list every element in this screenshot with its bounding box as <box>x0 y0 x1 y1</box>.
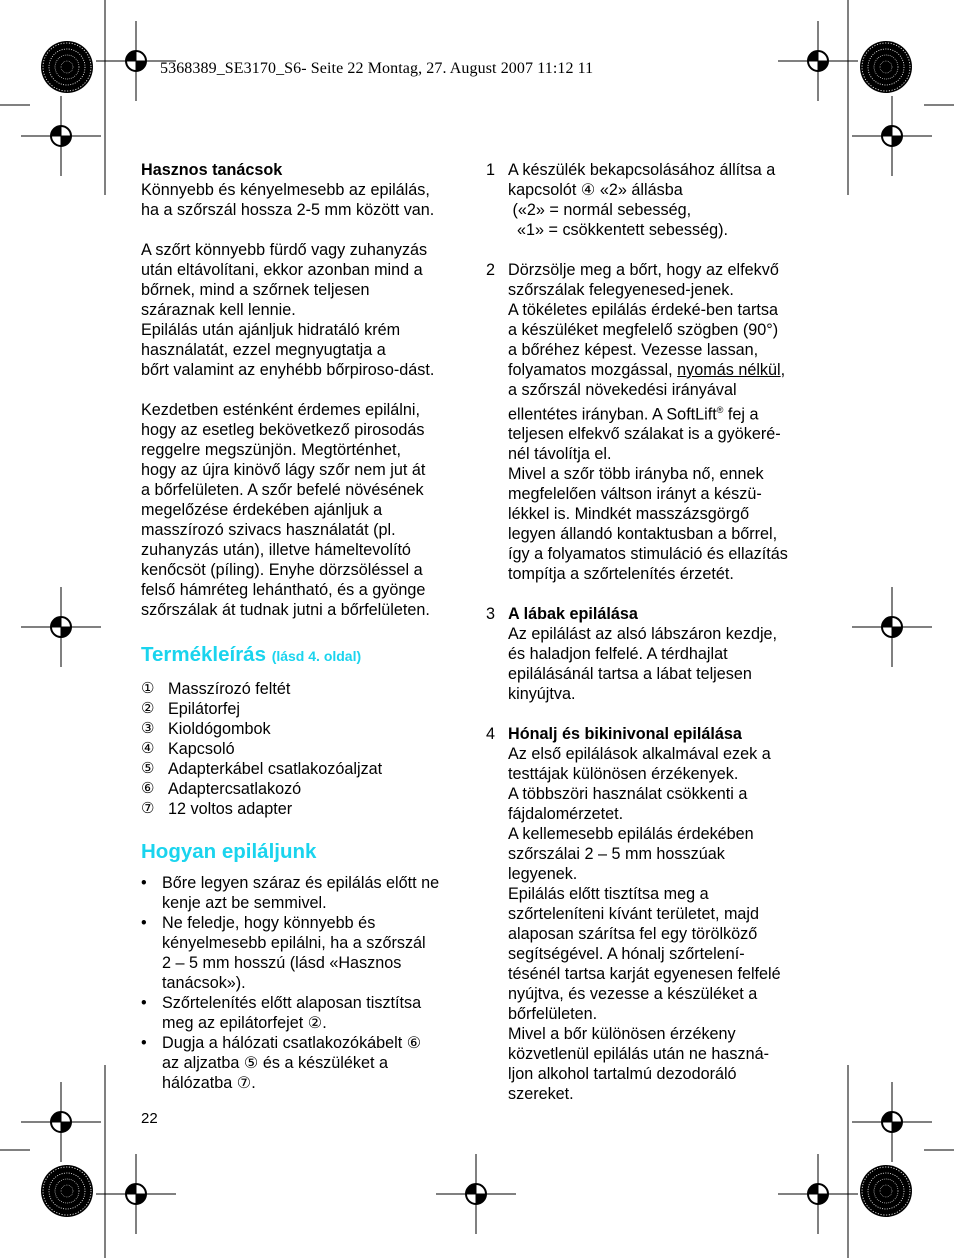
product-description-heading: Termékleírás (lásd 4. oldal) <box>141 643 362 666</box>
list-item: ① Masszírozó feltét <box>141 680 291 698</box>
tips-title: Hasznos tanácsok <box>141 161 283 179</box>
list-item: ⑥ Adaptercsatlakozó <box>141 780 302 798</box>
bullet-list <box>141 873 471 1093</box>
star-target-icon <box>41 41 93 93</box>
list-item: • Dugja a hálózati csatlakozókábelt ⑥ az aljzatba ⑤ és a készüléket a hálózatba ⑦. <box>141 1034 422 1092</box>
step-2: 2 Dörzsölje meg a bőrt, hogy az elfekvő szőrszálak felegyenesed-jenek. A tökéletes epilálás érdeké-ben tartsa a készüléket megfelelő szögben (90°) a bőréhez képest. Vezesse lassan, folyamatos mozgással, nyomás nélkül, a szőrszál növekedési irányával ellentétes irányban. A SoftLift® fej a teljesen elfekvő szálakat is a gyökeré- nél távolítja el. Mivel a szőr több irányba nő, ennek megfelelően váltson irányt a készü- lékkel is. Mindkét masszázsgörgő legyen állandó kontaktusban a bőrrel, így a folyamatos stimuláció és ellazítás tompítja a szőrtelenítés érzetét. <box>486 261 788 584</box>
star-target-icon <box>41 1165 93 1217</box>
tips-paragraph-2: A szőrt könnyebb fürdő vagy zuhanyzás után eltávolítani, ekkor azonban mind a bőrnek, mind a szőrnek teljesen száraznak kell lennie. Epilálás után ajánljuk hidratáló krém használatát, ezzel megnyugtatja a bőrt valamint az enyhébb bőrpiroso-dást. <box>141 241 435 379</box>
parts-list <box>141 679 471 819</box>
tips-paragraph-3: Kezdetben esténként érdemes epilálni, hogy az esetleg bekövetkező pirosodás reggelre megszünjön. Megtörténhet, hogy az újra kinövő lágy szőr nem jut át a bőrfelületen. A szőr befelé növésének megelőzése érdekében ajánljuk a masszírozó szivacs használatát (pl. zuhanyzás után), illetve hámeltevolító kenőcsöt (píling). Enyhe dörzsöléssel a felső hámréteg lehántható, és a gyönge szőrszálak át tudnak jutni a bőrfelületen. <box>141 401 430 619</box>
page-number: 22 <box>141 1110 158 1127</box>
left-column <box>141 160 471 1093</box>
tips-paragraph-1: Könnyebb és kényelmesebb az epilálás, ha a szőrszál hossza 2-5 mm között van. <box>141 181 435 219</box>
list-item: • Szőrtelenítés előtt alaposan tisztítsa meg az epilátorfejet ②. <box>141 994 422 1032</box>
list-item: ② Epilátorfej <box>141 700 240 718</box>
star-target-icon <box>860 1165 912 1217</box>
list-item: ③ Kioldógombok <box>141 720 271 738</box>
right-column <box>486 160 816 1104</box>
how-to-epilate-heading: Hogyan epiláljunk <box>141 840 317 863</box>
step-3: 3 A lábak epilálása Az epilálást az alsó lábszáron kezdje, és haladjon felfelé. A térdhajlat epilálásánál tartsa a lábat teljesen kinyújtva. <box>486 605 778 704</box>
list-item: ④ Kapcsoló <box>141 740 235 758</box>
list-item: • Bőre legyen száraz és epilálás előtt ne kenje azt be semmivel. <box>141 874 440 912</box>
step-1: 1 A készülék bekapcsolásához állítsa a kapcsolót ④ «2» állásba («2» = normál sebesség, «1» = csökkentett sebesség). <box>486 161 776 239</box>
print-header: 5368389_SE3170_S6- Seite 22 Montag, 27. August 2007 11:12 11 <box>160 60 594 77</box>
list-item: • Ne feledje, hogy könnyebb és kényelmesebb epilálni, ha a szőrszál 2 – 5 mm hosszú (lásd «Hasznos tanácsok»). <box>141 914 426 992</box>
step-4: 4 Hónalj és bikinivonal epilálása Az első epilálások alkalmával ezek a testtájak különösen érzékenyek. A többszöri használat csökkenti a fájdalomérzetet. A kellemesebb epilálás érdekében szőrszálai 2 – 5 mm hosszúak legyenek. Epilálás előtt tisztítsa meg a szőrteleníteni kívánt területet, majd alaposan szárítsa fel egy törölköző segítségével. A hónalj szőrtelení- tésénél tartsa karját egyenesen felfelé nyújtva, és vezesse a készüléket a bőrfelületen. Mivel a bőr különösen érzékeny közvetlenül epilálás után ne haszná- ljon alkohol tartalmú dezodoráló szereket. <box>486 725 781 1104</box>
list-item: ⑦ 12 voltos adapter <box>141 800 293 818</box>
list-item: ⑤ Adapterkábel csatlakozóaljzat <box>141 760 383 778</box>
star-target-icon <box>860 41 912 93</box>
